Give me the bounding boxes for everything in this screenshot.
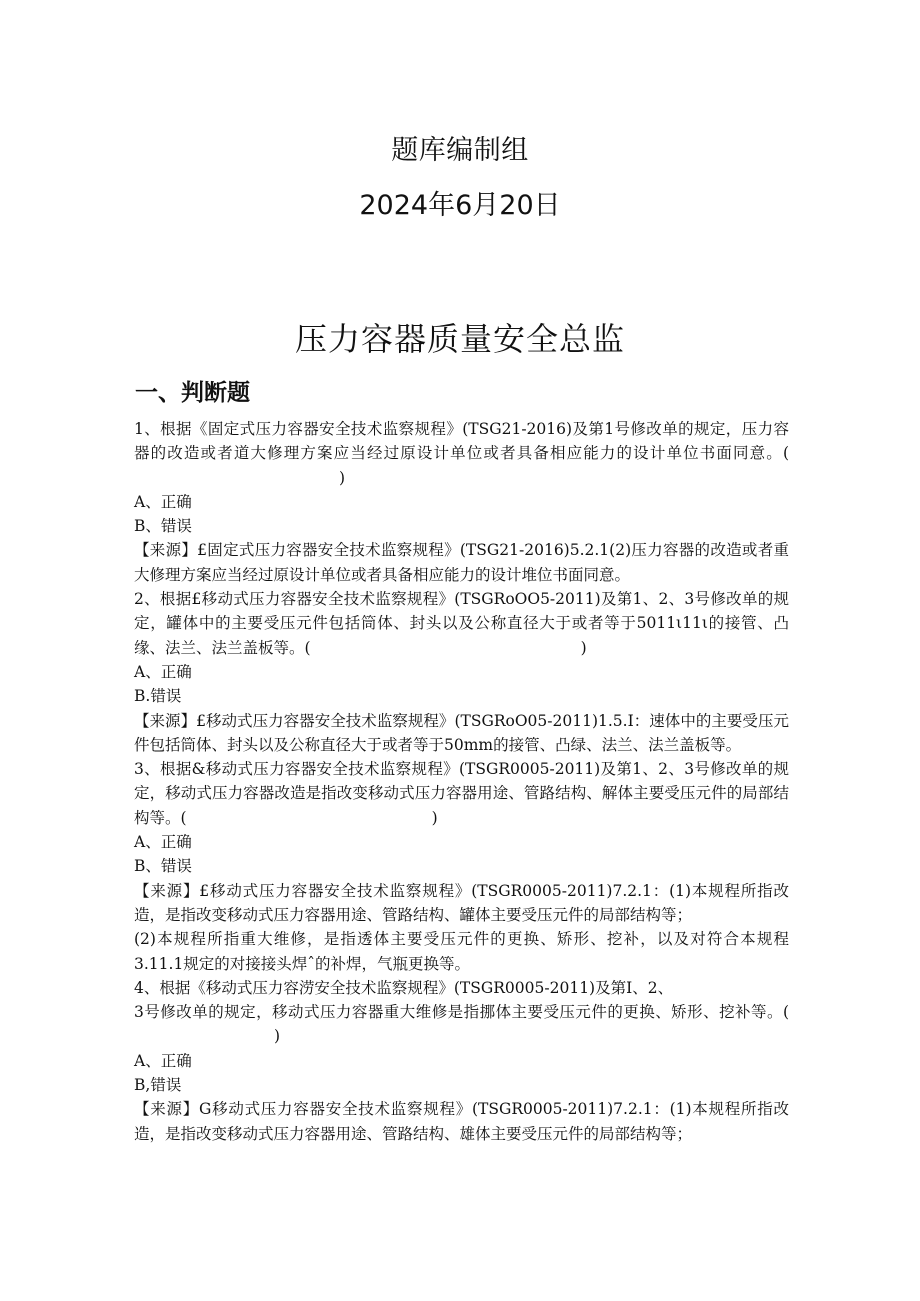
question-3-source-continued: (2)本规程所指重大维修，是指透体主要受压元件的更换、矫形、挖补，以及对符合本规程3.11.1规定的对接接头焊ˆ的补焊，气瓶更换等。 — [134, 930, 789, 973]
question-1-source: 【来源】£固定式压力容器安全技术监察规程》(TSG21-2016)5.2.1(2)压力容器的改造或者重大修理方案应当经过原设计单位或者具备相应能力的设计堆位书面同意。 — [134, 541, 789, 584]
document-date: 2024年6月20日 — [359, 190, 561, 221]
question-2-option-a: A、正确 — [134, 662, 192, 681]
org-name: 题库编制组 — [391, 135, 529, 166]
question-4-stem: 3号修改单的规定，移动式压力容器重大维修是指挪体主要受压元件的更换、矫形、挖补等。() — [134, 1003, 789, 1046]
question-4-source: 【来源】G移动式压力容器安全技术监察规程》(TSGR0005-2011)7.2.1：(1)本规程所指改造，是指改变移动式压力容器用途、管路结构、雄体主要受压元件的局部结构等； — [134, 1100, 789, 1143]
question-2-source: 【来源】£移动式压力容器安全技术监察规程》(TSGRoO05-2011)1.5.I：速体中的主要受压元件包括筒体、封头以及公称直径大于或者等于50mm的接管、凸绿、法兰、法兰盖板等。 — [134, 711, 789, 754]
question-2-stem: 2、根据£移动式压力容器安全技术监察规程》(TSGRoOO5-2011)及第1、2、3号修改单的规定，罐体中的主要受压元件包括筒体、封头以及公称直径大于或者等于5011ι11ι的接管、凸缘、法兰、法兰盖板等。( ) — [134, 590, 789, 657]
question-4-option-a: A、正确 — [134, 1051, 192, 1070]
question-3-source: 【来源】£移动式压力容器安全技术监察规程》(TSGR0005-2011)7.2.1：(1)本规程所指改造，是指改变移动式压力容器用途、管路结构、罐体主要受压元件的局部结构等； — [134, 881, 789, 924]
question-4-option-b: B,错误 — [134, 1076, 182, 1095]
question-1-stem: 1、根据《固定式压力容器安全技术监察规程》(TSG21-2016)及第1号修改单的规定，压力容器的改造或者道大修理方案应当经过原设计单位或者具备相应能力的设计单位书面同意。() — [134, 420, 789, 487]
question-1-option-a: A、正确 — [134, 492, 192, 511]
question-2-option-b: B.错误 — [134, 687, 182, 706]
question-list — [134, 417, 789, 1146]
question-3-option-b: B、错误 — [134, 857, 192, 876]
question-3-option-a: A、正确 — [134, 833, 192, 852]
question-1-option-b: B、错误 — [134, 517, 192, 536]
section-title: 一、判断题 — [135, 380, 250, 406]
document-title: 压力容器质量安全总监 — [294, 320, 625, 358]
question-4-stem-line1: 4、根据《移动式压力容涝安全技术监察规程》(TSGR0005-2011)及第I、2、 — [134, 978, 674, 997]
question-3-stem: 3、根据&移动式压力容器安全技术监察规程》(TSGR0005-2011)及第1、2、3号修改单的规定，移动式压力容器改造是指改变移动式压力容器用途、管路结构、解体主要受压元件的局部结构等。( ) — [134, 760, 789, 827]
